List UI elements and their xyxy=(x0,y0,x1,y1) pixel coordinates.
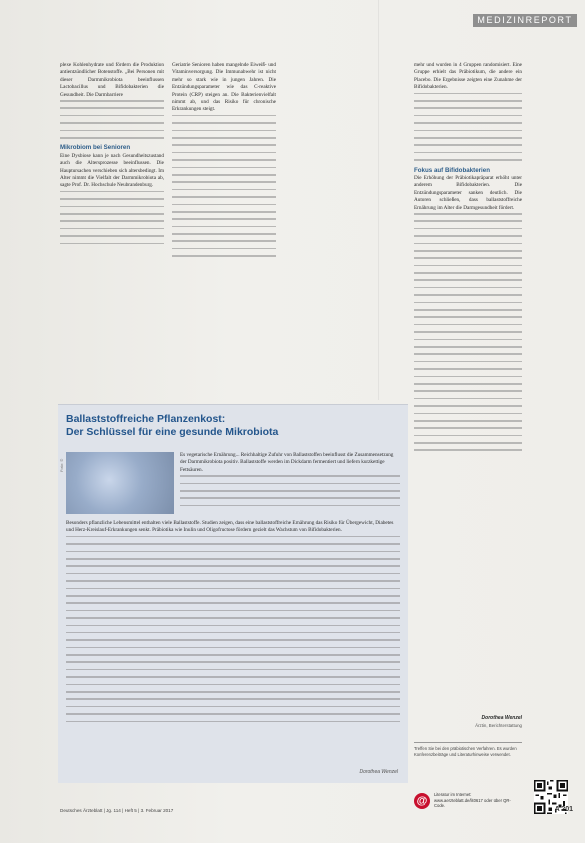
journal-footer: Deutsches Ärzteblatt | Jg. 114 | Heft 5 | 3. Februar 2017 xyxy=(60,808,174,813)
text-column-2 xyxy=(172,62,276,322)
info-box-title-line-1: Ballaststoffreiche Pflanzenkost: xyxy=(66,413,226,425)
literature-text: Literatur im Internet: www.aerzteblatt.de/lit0617 oder über QR-Code. xyxy=(434,792,511,809)
text-column-3 xyxy=(414,62,522,492)
article-author: Dorothea Wenzel xyxy=(481,715,522,721)
column-3-text-lines-2 xyxy=(414,213,522,451)
page-fold xyxy=(378,0,379,400)
section-label: MEDIZINREPORT xyxy=(473,14,577,27)
info-box-body-lines xyxy=(66,536,400,722)
at-icon: @ xyxy=(414,793,430,809)
text-column-1 xyxy=(60,62,164,322)
column-3-subheading: Fokus auf Bifidobakterien xyxy=(414,166,490,174)
info-box-intro-text: Es vegetarische Ernährung... Reichhaltige Zufuhr von Ballaststoffen beeinflusst die Zusammensetzung der Darmmikrobiota positiv. Ballaststoffe werden im Dickdarm fermentiert und liefern kurzkettige Fettsäuren. xyxy=(180,452,394,473)
column-1-lead: plexe Kohlenhydrate und fördern die Produktion antientzündlicher Botenstoffe. „Bei Personen mit dieser Darmmikrobiota beeinflussen Lactobacillus und Bifidobakterien die Gesundheit. Die Darmbarriere xyxy=(60,62,164,98)
info-box-intro xyxy=(180,452,400,512)
column-1-text-lines xyxy=(60,100,164,139)
info-box xyxy=(58,404,408,783)
info-box-title xyxy=(66,413,400,439)
bacteria-image xyxy=(59,452,174,514)
page-number: A 201 xyxy=(554,806,573,813)
info-box-intro-lines xyxy=(180,475,400,506)
image-caption: Foto: © xyxy=(59,458,64,472)
info-box-author: Dorothea Wenzel xyxy=(359,769,398,775)
column-3-text-lines xyxy=(414,93,522,161)
column-1-text-lines-2 xyxy=(60,191,164,244)
article-note: Treffen Sie bei den präbiotischen Verfahren. Es wurden Konferenzbeiträge und Literaturhinweise verwendet. xyxy=(414,742,522,757)
info-box-body-text: Besonders pflanzliche Lebensmittel enthalten viele Ballaststoffe. Studien zeigen, dass eine ballaststoffreiche Ernährung das Risiko für Übergewicht, Diabetes und Herz-Kreislauf-Erkrankungen senkt. Präbiotika wie Inulin und Oligofructose fördern gezielt das Wachstum von Bifidobakterien. xyxy=(66,520,394,534)
column-1-body: Eine Dysbiose kann je nach Gesundheitszustand auch die Altersprozesse beeinflussen. Die Hauptursachen verschieben sich altersbedingt. Im Alter nimmt die Vielfalt der Darmmikrobiota ab, sagte Prof. Dr. Hochschule Neubrandenburg. xyxy=(60,152,164,189)
column-3-body: mehr und wurden in 4 Gruppen randomisiert. Eine Gruppe erhielt das Präbiotikum, die andere ein Placebo. Die Ergebnisse zeigten eine Zunahme der Bifidobakterien. xyxy=(414,62,522,91)
column-2-body: Geriatrie Senioren haben mangelnde Eiweiß- und Vitaminversorgung. Die Immunabwehr ist nicht mehr so stark wie in jungen Jahren. Die Entzündungsparameter wie das C-reaktive Protein (CRP) steigen an. Die Bakterienvielfalt nimmt ab, und das Risiko für chronische Erkrankungen steigt. xyxy=(172,62,276,113)
column-3-body-2: Die Erhöhung der Präbiotikapräparat erhöht unter anderem Bifidobakterien. Die Entzündungsparameter sanken deutlich. Die Autoren schließen, dass ballaststoffreiche Ernährung im Alter die Darmgesundheit fördert. xyxy=(414,174,522,211)
info-box-title-line-2: Der Schlüssel für eine gesunde Mikrobiota xyxy=(66,426,279,438)
info-box-body xyxy=(66,520,400,728)
literature-hint xyxy=(414,792,570,830)
column-1-subheading: Mikrobiom bei Senioren xyxy=(60,144,131,152)
column-2-text-lines xyxy=(172,115,276,257)
author-affiliation: Ärztin, Berichterstattung xyxy=(475,723,522,728)
